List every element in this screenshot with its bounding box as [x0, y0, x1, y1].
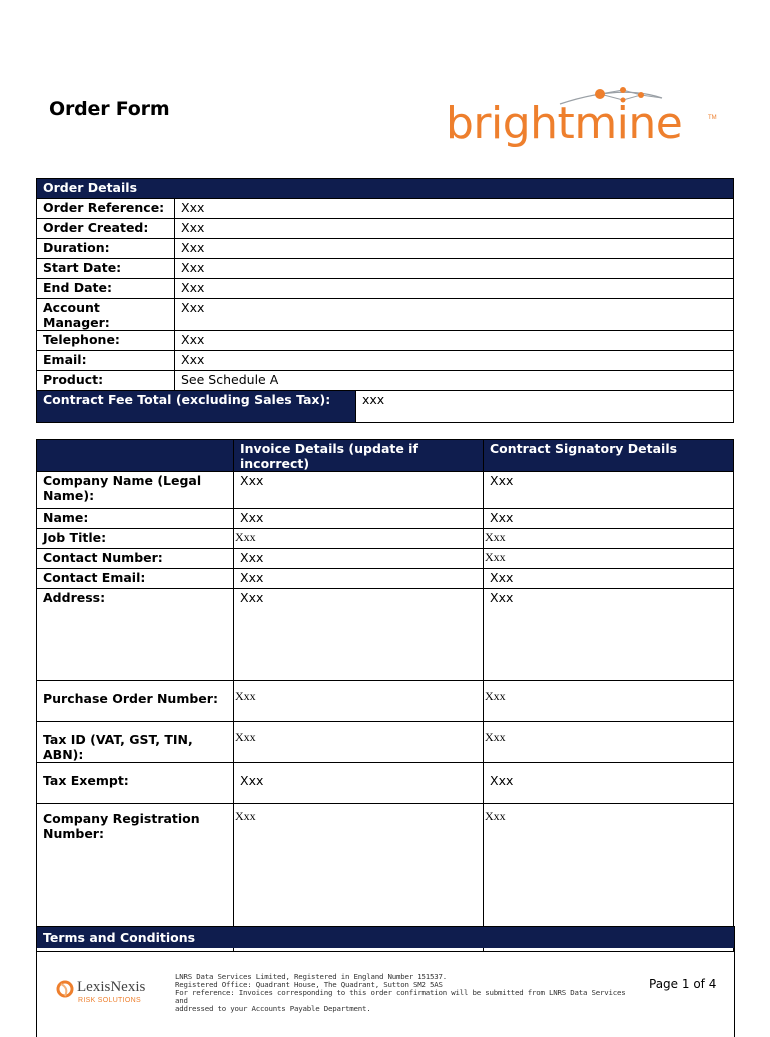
lexisnexis-swirl-icon — [55, 978, 77, 1000]
invoice-value: Xxx — [234, 722, 484, 763]
table-row — [37, 763, 734, 804]
field-label: Order Reference: — [37, 199, 175, 219]
invoice-value: Xxx — [234, 569, 484, 589]
field-label: Company Name (Legal Name): — [37, 472, 234, 509]
brightmine-logo — [440, 78, 730, 158]
table-row — [37, 589, 734, 681]
table-row — [37, 529, 734, 549]
table-row — [37, 279, 734, 299]
invoice-details-heading: Invoice Details (update if incorrect) — [234, 440, 484, 472]
field-value: Xxx — [175, 299, 734, 331]
contract-fee-row — [37, 391, 734, 423]
invoice-value: Xxx — [234, 472, 484, 509]
field-value: Xxx — [175, 219, 734, 239]
field-label: Name: — [37, 509, 234, 529]
invoice-value: Xxx — [234, 763, 484, 804]
table-row — [37, 371, 734, 391]
invoice-value: Xxx — [234, 549, 484, 569]
field-label: Duration: — [37, 239, 175, 259]
field-value: Xxx — [175, 351, 734, 371]
table-row — [37, 509, 734, 529]
table-row — [37, 569, 734, 589]
signatory-value: Xxx — [484, 529, 734, 549]
lexisnexis-name: LexisNexis — [77, 979, 146, 995]
invoice-value: Xxx — [234, 681, 484, 722]
field-value: Xxx — [175, 199, 734, 219]
footer-line: Registered Office: Quadrant House, The Quadrant, Sutton SM2 5AS — [175, 980, 443, 989]
field-label: Product: — [37, 371, 175, 391]
table-row — [37, 472, 734, 509]
table-row — [37, 549, 734, 569]
field-value: Xxx — [175, 239, 734, 259]
field-label: Start Date: — [37, 259, 175, 279]
field-label: Job Title: — [37, 529, 234, 549]
contact-details-table — [36, 439, 734, 952]
field-label: Purchase Order Number: — [37, 681, 234, 722]
footer-line: For reference: Invoices corresponding to this order confirmation will be submitted from LNRS Data Services and — [175, 988, 626, 1005]
field-label: Contact Number: — [37, 549, 234, 569]
invoice-value: Xxx — [234, 589, 484, 681]
contacts-header-row — [37, 440, 734, 472]
invoice-value: Xxx — [234, 509, 484, 529]
field-label: End Date: — [37, 279, 175, 299]
order-details-table — [36, 178, 734, 423]
signatory-value: Xxx — [484, 681, 734, 722]
header-blank-cell — [37, 440, 234, 472]
signatory-value: Xxx — [484, 722, 734, 763]
signatory-value: Xxx — [484, 804, 734, 952]
signatory-value: Xxx — [484, 509, 734, 529]
signatory-value: Xxx — [484, 589, 734, 681]
field-value: See Schedule A — [175, 371, 734, 391]
field-label: Telephone: — [37, 331, 175, 351]
table-row — [37, 219, 734, 239]
footer-line: LNRS Data Services Limited, Registered in England Number 151537. — [175, 972, 447, 981]
field-label: Order Created: — [37, 219, 175, 239]
field-label: Tax Exempt: — [37, 763, 234, 804]
signatory-value: Xxx — [484, 763, 734, 804]
signatory-details-heading: Contract Signatory Details — [484, 440, 734, 472]
terms-heading: Terms and Conditions — [37, 927, 734, 948]
field-label: Email: — [37, 351, 175, 371]
logo-wordmark: brightmine — [446, 98, 683, 149]
order-details-header-row — [37, 179, 734, 199]
table-row — [37, 681, 734, 722]
field-value: Xxx — [175, 331, 734, 351]
field-label: Company Registration Number: — [37, 804, 234, 952]
contract-fee-label: Contract Fee Total (excluding Sales Tax): — [37, 391, 356, 423]
terms-section — [36, 926, 735, 1037]
logo-trademark: TM — [708, 115, 717, 121]
signatory-value: Xxx — [484, 549, 734, 569]
field-value: Xxx — [175, 259, 734, 279]
contract-fee-value: xxx — [356, 391, 734, 423]
order-details-heading: Order Details — [37, 179, 734, 199]
table-row — [37, 331, 734, 351]
signatory-value: Xxx — [484, 472, 734, 509]
page-title: Order Form — [49, 98, 170, 120]
field-label: Address: — [37, 589, 234, 681]
lexisnexis-subtitle: RISK SOLUTIONS — [78, 997, 141, 1004]
field-value: Xxx — [175, 279, 734, 299]
company-footer-text — [175, 973, 635, 1013]
footer-line: addressed to your Accounts Payable Department. — [175, 1004, 371, 1013]
table-row — [37, 299, 734, 331]
signatory-value: Xxx — [484, 569, 734, 589]
table-row — [37, 722, 734, 763]
invoice-value: Xxx — [234, 804, 484, 952]
table-row — [37, 239, 734, 259]
invoice-value: Xxx — [234, 529, 484, 549]
field-label: Account Manager: — [37, 299, 175, 331]
table-row — [37, 259, 734, 279]
table-row — [37, 199, 734, 219]
field-label: Tax ID (VAT, GST, TIN, ABN): — [37, 722, 234, 763]
table-row — [37, 351, 734, 371]
field-label: Contact Email: — [37, 569, 234, 589]
page-number: Page 1 of 4 — [649, 977, 717, 991]
